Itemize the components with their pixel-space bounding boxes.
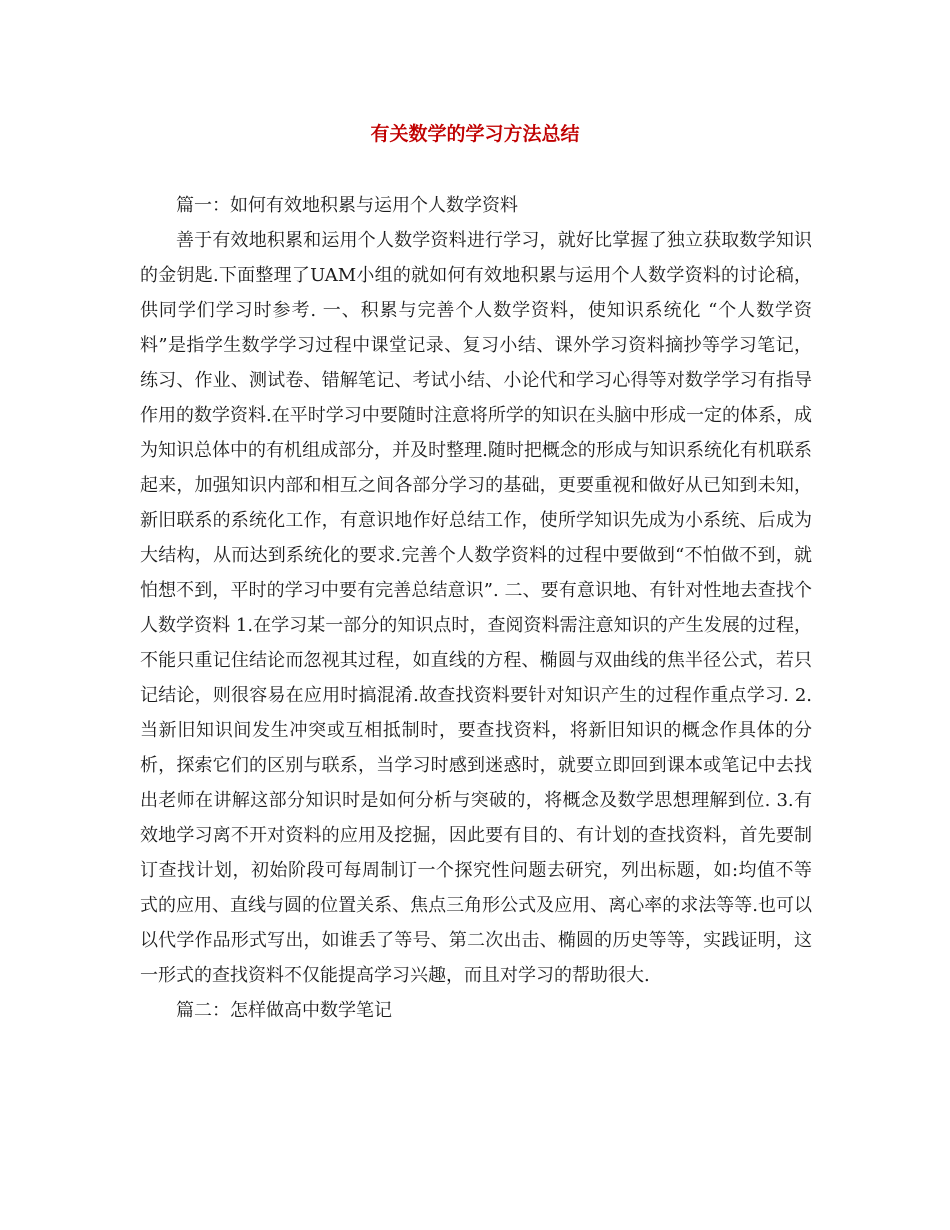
- section-heading-1: 篇一：如何有效地积累与运用个人数学资料: [176, 195, 518, 216]
- section-paragraph-1: 善于有效地积累和运用个人数学资料进行学习，就好比掌握了独立获取数学知识的金钥匙.下面整理了UAM小组的就如何有效地积累与运用个人数学资料的讨论稿，供同学们学习时参考. 一、积累与完善个人数学资料，使知识系统化 “个人数学资料”是指学生数学学习过程中课堂记录、复习小结、课外学习资料摘抄等学习笔记，练习、作业、测试卷、错解笔记、考试小结、小论代和学习心得等对数学学习有指导作用的数学资料.在平时学习中要随时注意将所学的知识在头脑中形成一定的体系，成为知识总体中的有机组成部分，并及时整理.随时把概念的形成与知识系统化有机联系起来，加强知识内部和相互之间各部分学习的基础，更要重视和做好从已知到未知，新旧联系的系统化工作，有意识地作好总结工作，使所学知识先成为小系统、后成为大结构，从而达到系统化的要求.完善个人数学资料的过程中要做到“不怕做不到，就怕想不到，平时的学习中要有完善总结意识”. 二、要有意识地、有针对性地去查找个人数学资料 1.在学习某一部分的知识点时，查阅资料需注意知识的产生发展的过程，不能只重记住结论而忽视其过程，如直线的方程、椭圆与双曲线的焦半径公式，若只记结论，则很容易在应用时搞混淆.故查找资料要针对知识产生的过程作重点学习. 2.当新旧知识间发生冲突或互相抵制时，要查找资料，将新旧知识的概念作具体的分析，探索它们的区别与联系，当学习时感到迷惑时，就要立即回到课本或笔记中去找出老师在讲解这部分知识时是如何分析与突破的，将概念及数学思想理解到位. 3.有效地学习离不开对资料的应用及挖掘，因此要有目的、有计划的查找资料，首先要制订查找计划，初始阶段可每周制订一个探究性问题去研究，列出标题，如:均值不等式的应用、直线与圆的位置关系、焦点三角形公式及应用、离心率的求法等等.也可以以代学作品形式写出，如谁丢了等号、第二次出击、椭圆的历史等等，实践证明，这一形式的查找资料不仅能提高学习兴趣，而且对学习的帮助很大.: [140, 230, 812, 986]
- document-body: [140, 188, 812, 1028]
- section-heading-2: 篇二：怎样做高中数学笔记: [176, 1000, 392, 1021]
- page-title: 有关数学的学习方法总结: [370, 123, 580, 145]
